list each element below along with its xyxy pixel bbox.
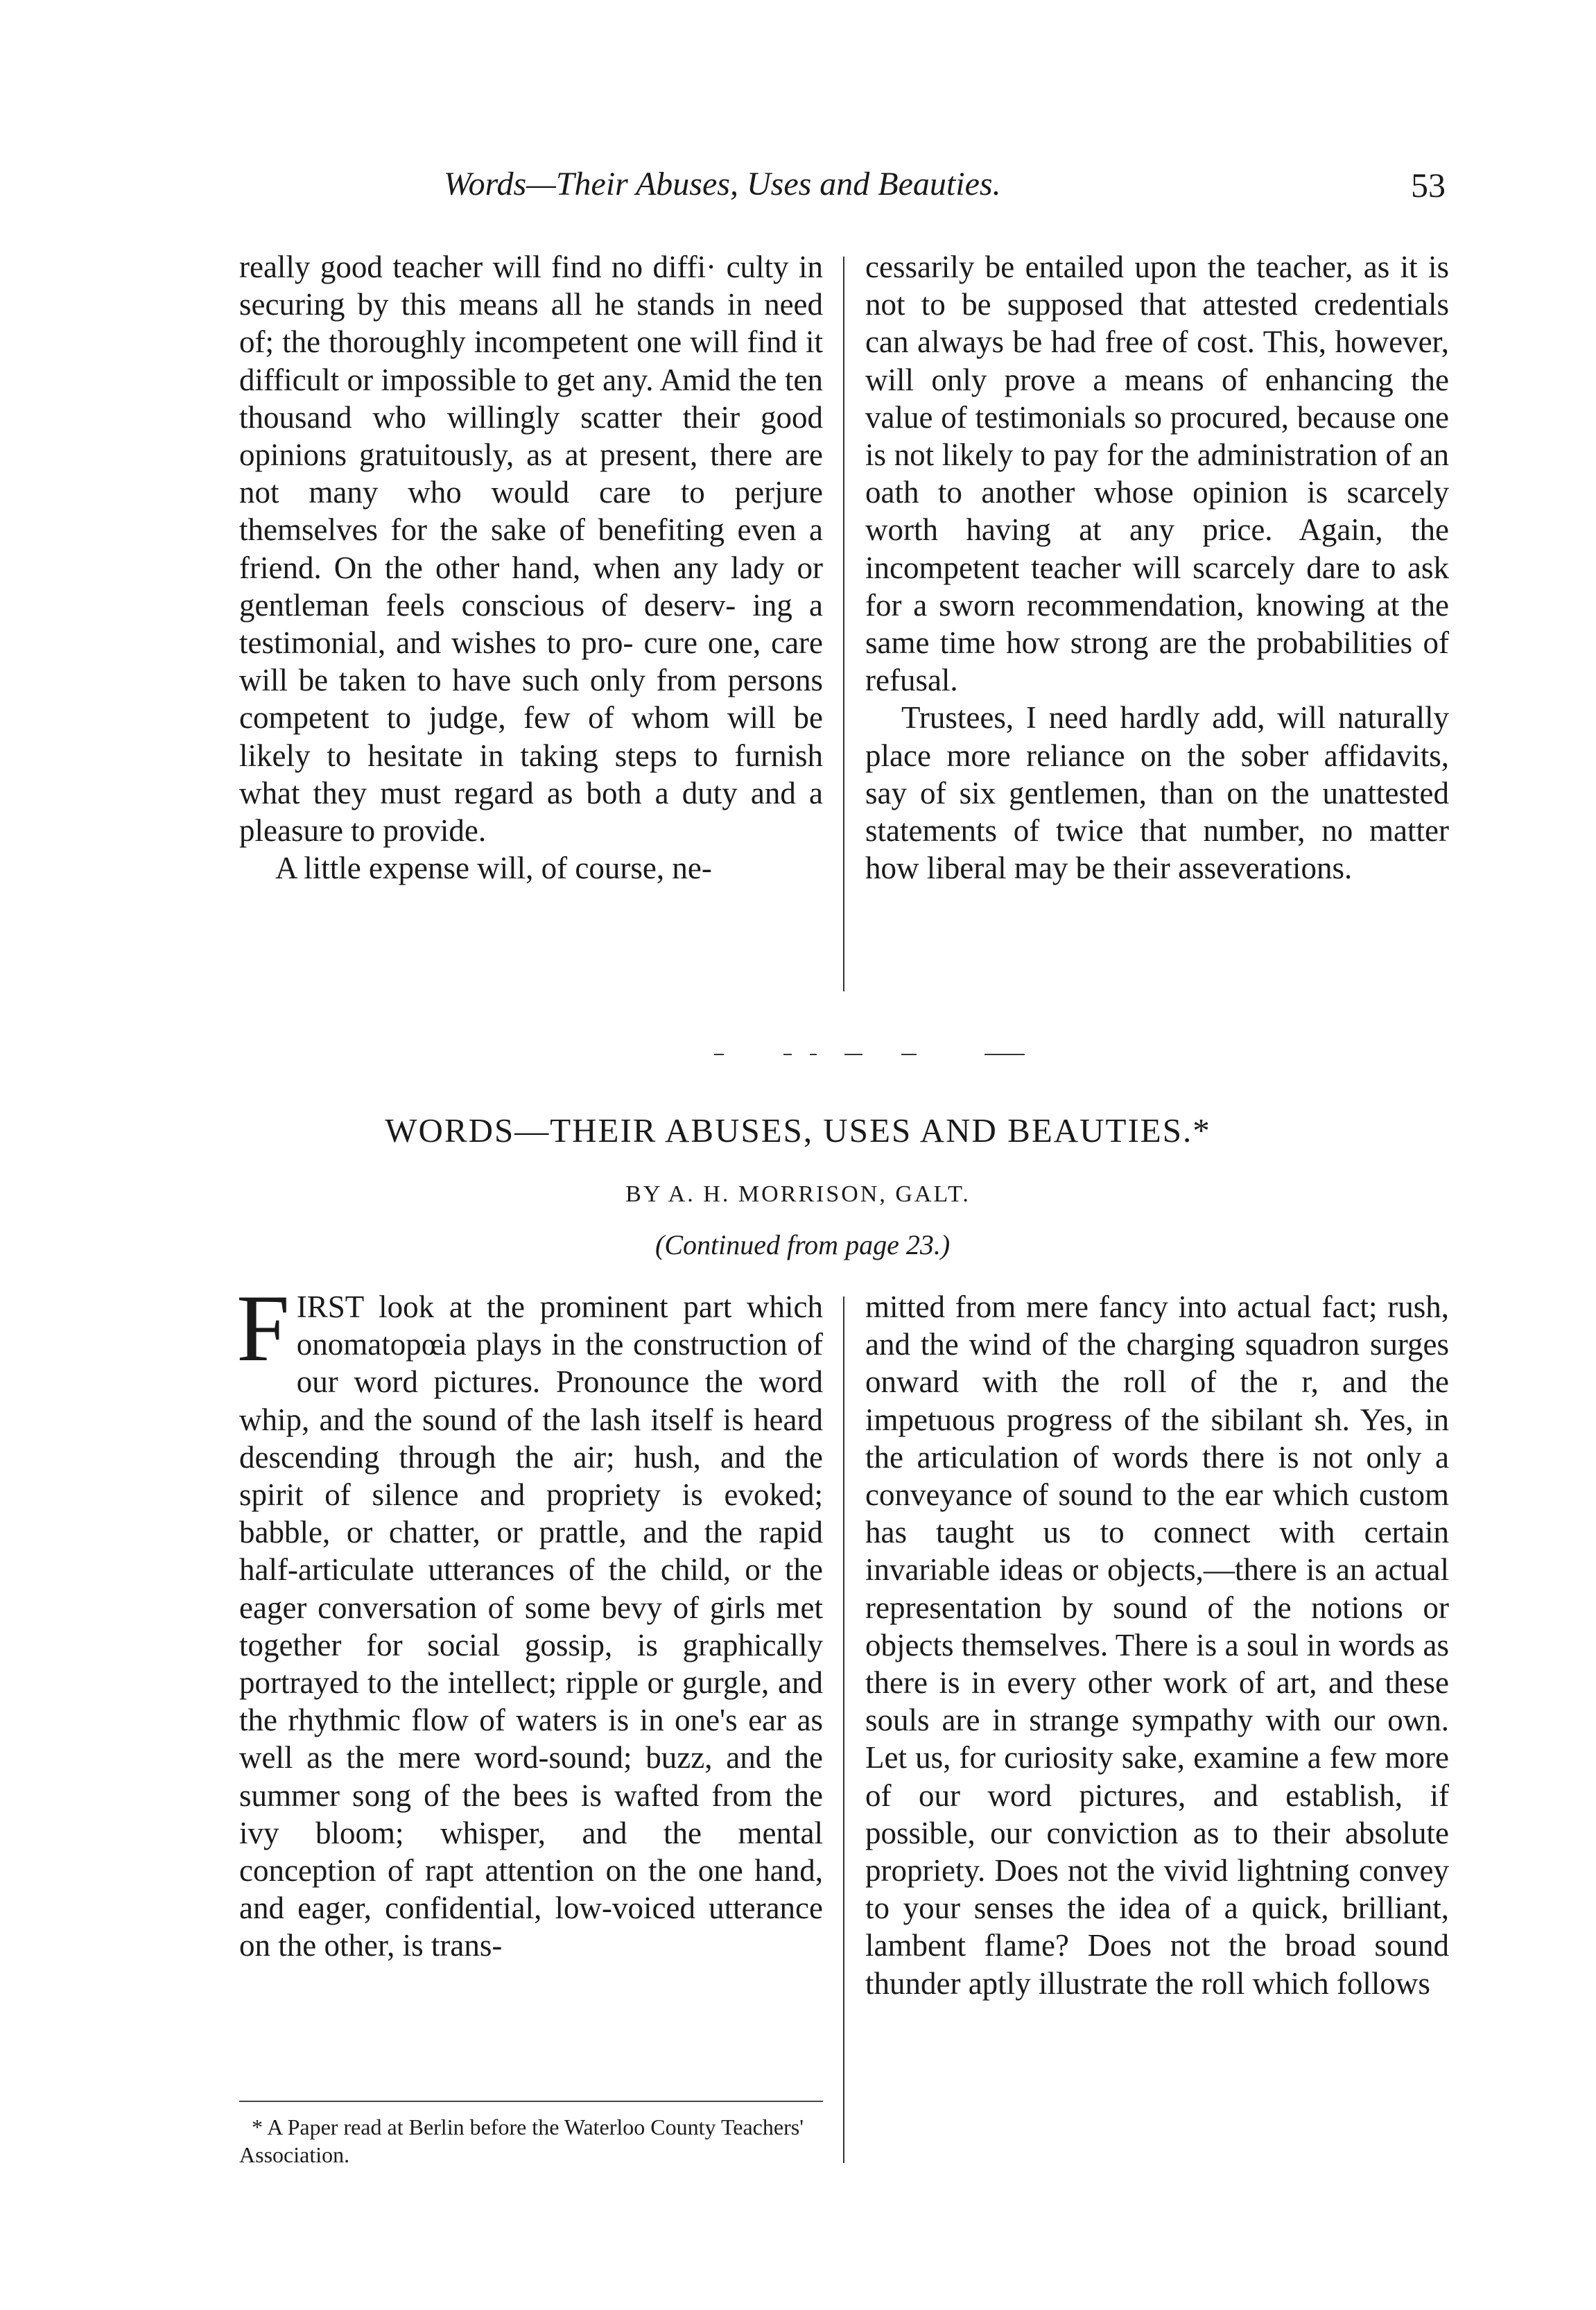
drop-cap: F [236,1275,290,1381]
top-right-column [865,248,1449,887]
divider-dash [901,1054,917,1055]
running-head: Words—Their Abuses, Uses and Beauties. [444,166,1001,202]
text-line: ten thousand who willingly scatter [239,362,823,435]
top-left-column [239,248,823,887]
text-line: he stands in need of; the thoroughly [239,287,824,360]
text-line: cure one, care will be taken to have [239,625,824,698]
top-left-paragraph-1 [239,248,823,849]
divider-dash [783,1054,792,1055]
text-line: their good opinions gratuitously, as at [239,399,823,473]
column-rule-top [843,257,844,991]
text-line: really good teacher will find no diffi· [239,250,717,284]
text-line: hesitate in taking steps to furnish what [239,738,823,810]
text-line: present, there are not many who would [239,437,824,510]
text-line: sake of benefiting even a friend. On [239,512,823,585]
bottom-left-column [236,1275,823,1965]
column-rule-bottom [843,1296,844,2163]
footnote [239,2113,823,2169]
bottom-right-paragraph: mitted from mere fancy into actual fact; rush, and the wind of the charging squadron surges onward with the roll of the r, and the impetuous progress of the sibilant sh. Yes, in the articulation of words there is not only a conveyance of sound to the ear which custom has taught us to connect with certain invariable ideas or objects,—there is an actual representation by sound of the notions or objects themselves. There is a soul in words as there is in every other work of art, and these souls are in strange sympathy with our own. Let us, for curiosity sake, examine a few more of our word pictures, and establish, if possible, our conviction as to their absolute propriety. Does not the vivid lightning convey to your senses the idea of a quick, brilliant, lambent flame? Does not the broad sound thunder aptly illustrate the roll which follows [865,1289,1449,2001]
divider-dash [810,1054,817,1055]
byline: BY A. H. MORRISON, GALT. [625,1181,971,1207]
top-left-paragraph-2: A little expense will, of course, ne- [275,851,712,886]
text-line: or impossible to get any. Amid the [347,362,777,397]
text-line: a pleasure to provide. [239,775,824,849]
footnote-text: * A Paper read at Berlin before the Waterloo County Teachers' Association. [239,2114,804,2167]
bottom-left-paragraph [236,1275,823,1965]
top-right-paragraph-1: cessarily be entailed upon the teacher, as it is not to be supposed that attested credentials can always be had free of cost. This, however, will only prove a means of enhancing the value of testimonials so procured, because one is not likely to pay for the administration of an oath to another whose opinion is scarcely worth having at any price. Again, the incompetent teacher will scarcely dare to ask for a sworn recommendation, knowing at the same time how strong are the probabilities of refusal. [865,250,1449,698]
text-line: the other hand, when any lady or [384,550,823,585]
text-line: care to perjure themselves for the [239,475,824,548]
text-line: ing a testimonial, and wishes to pro- [239,587,823,661]
continued-note: (Continued from page 23.) [655,1229,951,1260]
text-line: incompetent one will find it difficult [239,324,823,397]
text-line: such only from persons competent to [239,663,824,736]
divider-dash [714,1054,724,1055]
text-line: judge, few of whom will be likely to [239,700,823,773]
divider-dash [985,1054,1025,1055]
text-line: they must regard as both a duty and [313,775,796,810]
text-line: gentleman feels conscious of deserv- [239,587,736,623]
divider-dash [844,1054,862,1055]
bottom-right-column [865,1288,1449,2002]
article-title: WORDS—THEIR ABUSES, USES AND BEAUTIES.* [385,1111,1211,1149]
top-right-paragraph-2: Trustees, I need hardly add, will naturally place more reliance on the sober affidavits, say of six gentlemen, than on the unattested statements of twice that number, no matter how liberal may be their asseverations. [865,700,1449,886]
text-line: culty in securing by this means all [239,250,824,322]
page-number: 53 [1411,166,1446,205]
bottom-left-text: IRST look at the prominent part which onomatopœia plays in the construction of our word pictures. Pronounce the word whip, and the sound of the lash itself is heard descending through the air; hush, and the spirit of silence and propriety is evoked; babble, or chatter, or prattle, and the rapid half-articulate utterances of the child, or the eager conversation of some bevy of girls met together for social gossip, is graphically portrayed to the intellect; ripple or gurgle, and the rhythmic flow of waters is in one's ear as well as the mere word-sound; buzz, and the summer song of the bees is wafted from the ivy bloom; whisper, and the mental conception of rapt attention on the one hand, and eager, confidential, low-voiced utterance on the other, is trans- [239,1289,823,1963]
footnote-rule [239,2101,823,2102]
